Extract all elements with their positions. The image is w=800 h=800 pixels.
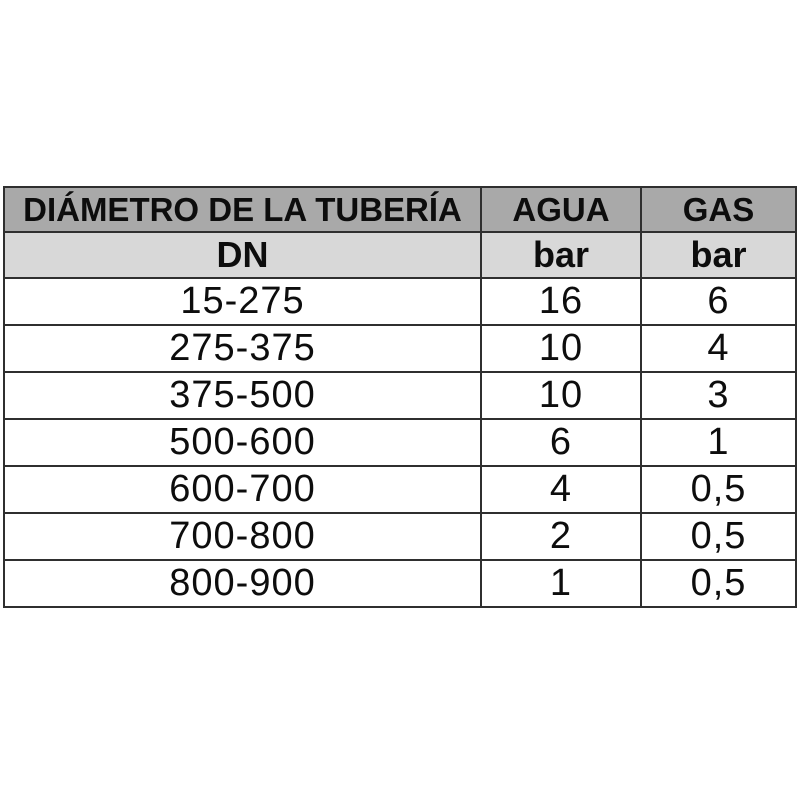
cell-gas: 4	[641, 325, 796, 372]
col-header-diametro: DIÁMETRO DE LA TUBERÍA	[4, 187, 481, 232]
col-header-agua: AGUA	[481, 187, 641, 232]
cell-dn: 275-375	[4, 325, 481, 372]
cell-gas: 0,5	[641, 513, 796, 560]
header-row-titles	[4, 187, 796, 232]
cell-dn: 700-800	[4, 513, 481, 560]
cell-agua: 6	[481, 419, 641, 466]
cell-gas: 0,5	[641, 466, 796, 513]
table-row	[4, 372, 796, 419]
cell-agua: 1	[481, 560, 641, 607]
cell-agua: 16	[481, 278, 641, 325]
table-row	[4, 513, 796, 560]
cell-dn: 600-700	[4, 466, 481, 513]
table-row	[4, 560, 796, 607]
header-row-units	[4, 232, 796, 278]
cell-agua: 4	[481, 466, 641, 513]
table-row	[4, 419, 796, 466]
subheader-gas-unit: bar	[641, 232, 796, 278]
cell-gas: 1	[641, 419, 796, 466]
cell-agua: 10	[481, 325, 641, 372]
col-header-gas: GAS	[641, 187, 796, 232]
subheader-dn: DN	[4, 232, 481, 278]
pipe-pressure-table	[3, 186, 797, 608]
cell-gas: 6	[641, 278, 796, 325]
cell-agua: 10	[481, 372, 641, 419]
cell-dn: 375-500	[4, 372, 481, 419]
table-row	[4, 466, 796, 513]
cell-gas: 3	[641, 372, 796, 419]
subheader-agua-unit: bar	[481, 232, 641, 278]
cell-agua: 2	[481, 513, 641, 560]
cell-dn: 500-600	[4, 419, 481, 466]
cell-gas: 0,5	[641, 560, 796, 607]
table-row	[4, 278, 796, 325]
cell-dn: 15-275	[4, 278, 481, 325]
cell-dn: 800-900	[4, 560, 481, 607]
table-row	[4, 325, 796, 372]
